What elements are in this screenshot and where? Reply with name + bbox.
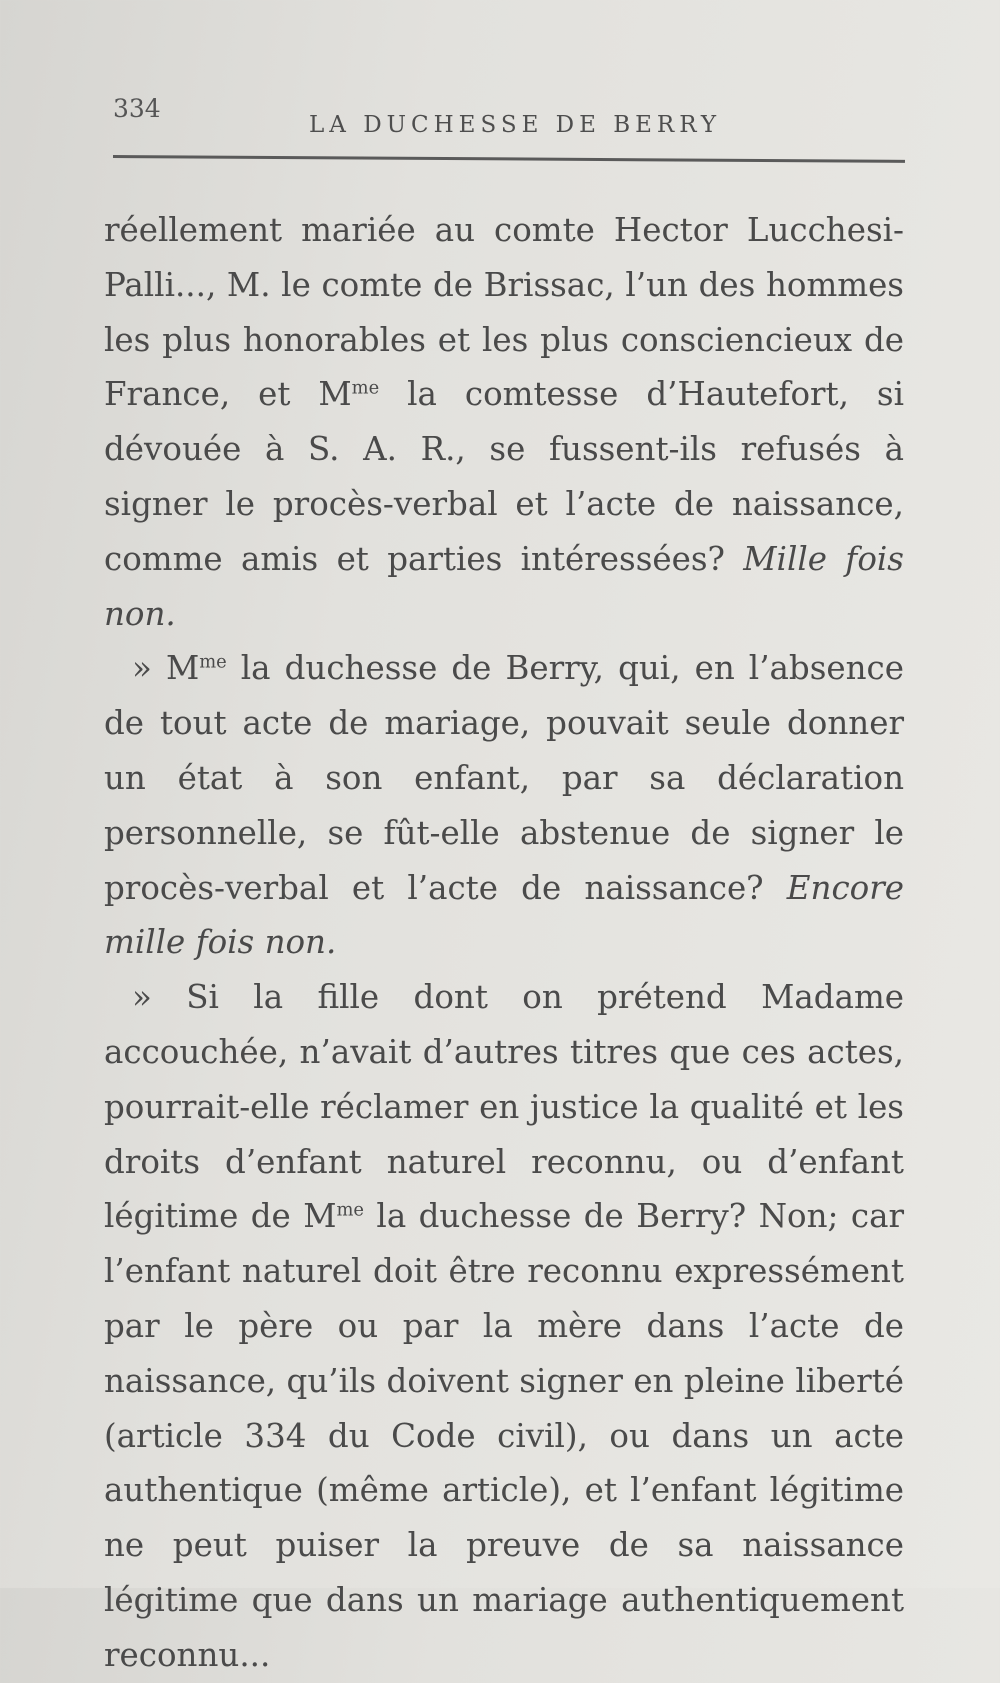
superscript: me (199, 651, 227, 673)
paragraph (104, 970, 904, 1682)
text-segment: » Si la fille dont on prétend Madame accouchée, n’avait d’autres titres que ces actes, pourrait-elle réclamer en justice la qualité et les droits d’enfant naturel reconnu, ou d’enfant légitime de M (104, 978, 904, 1236)
superscript: me (336, 1199, 365, 1221)
text-segment: » M (132, 649, 200, 688)
body-text (104, 203, 904, 1683)
paragraph (104, 203, 904, 641)
running-head: LA DUCHESSE DE BERRY (309, 112, 722, 138)
page-header (113, 92, 905, 152)
page-number: 334 (113, 94, 161, 123)
text-segment: la duchesse de Berry, qui, en l’absence de tout acte de mariage, pouvait seule donner un état à son enfant, par sa déclaration personnelle, se fût-elle abstenue de signer le procès-verbal et l’acte de naissance? (104, 649, 904, 907)
italic-phrase: Mille fois non. (104, 539, 904, 633)
italic-phrase: Encore mille fois non. (104, 868, 904, 962)
paragraph (104, 641, 904, 970)
superscript: me (351, 377, 380, 399)
text-segment: la duchesse de Berry? Non; car l’enfant naturel doit être reconnu expressément par le père ou par la mère dans l’acte de naissance, qu’ils doivent signer en pleine liberté (article 334 du Code civil), ou dans un acte authentique (même article), et l’enfant légitime ne peut puiser la preuve de sa naissance légitime que dans un mariage authentiquement reconnu... (104, 1197, 905, 1674)
header-rule (113, 155, 905, 163)
text-segment: réellement mariée au comte Hector Lucchesi-Palli..., M. le comte de Brissac, l’un des hommes les plus honorables et les plus consciencieux de France, et M (104, 211, 904, 414)
text-segment: la comtesse d’Hautefort, si dévouée à S. A. R., se fussent-ils refusés à signer le procès-verbal et l’acte de naissance, comme amis et parties intéressées? (104, 375, 904, 578)
